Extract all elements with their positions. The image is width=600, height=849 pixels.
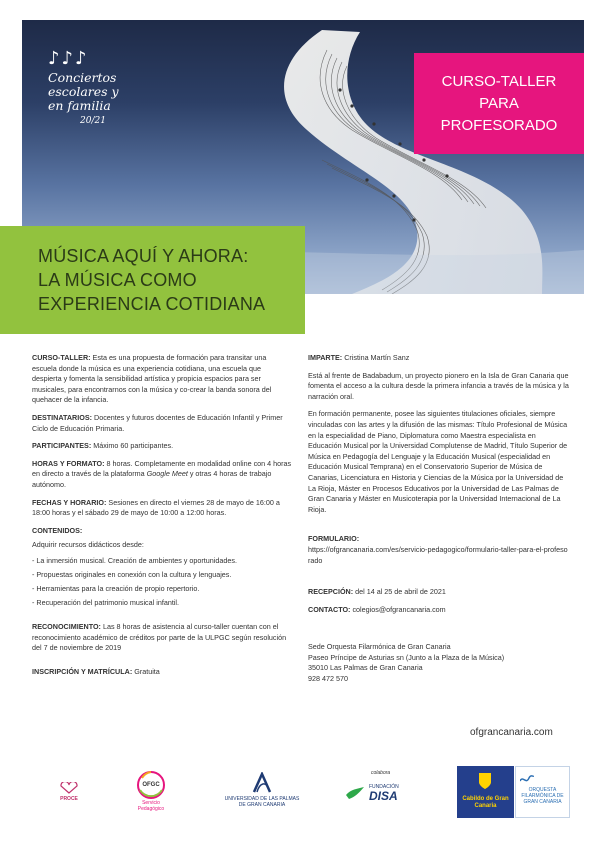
left-column <box>32 353 292 684</box>
insc-text: Gratuita <box>132 666 160 676</box>
horas-text-2: y otras 4 horas de trabajo autónomo. <box>32 469 272 489</box>
cabildo-logo <box>457 766 514 818</box>
ulpgc-label: UNIVERSIDAD DE LAS PALMAS DE GRAN CANARIA <box>224 796 300 808</box>
part-label: PARTICIPANTES: <box>32 441 92 451</box>
coat-of-arms-icon <box>478 772 492 790</box>
cont-label-text: CONTENIDOS: <box>32 525 83 535</box>
recepcion-paragraph <box>308 587 570 598</box>
logo-line-3: en familia <box>48 98 111 113</box>
wave-icon <box>520 773 534 785</box>
fechas-label: FECHAS Y HORARIO: <box>32 497 107 507</box>
orquesta-logo <box>515 766 570 818</box>
ofgc-sub: Servicio Pedagógico <box>137 800 165 812</box>
bio-paragraph-1: Está al frente de Badabadum, un proyecto pionero en la Isla de Gran Canaria que fomenta el acceso a la cultura desde la primera infancia a través de la música y la narración oral. <box>308 370 569 401</box>
title-box <box>0 226 305 334</box>
disa-label: DISA <box>369 789 398 803</box>
part-text: Máximo 60 participantes. <box>91 441 174 451</box>
ulpgc-logo <box>222 772 302 808</box>
participantes-paragraph <box>32 441 292 452</box>
imparte-text: Cristina Martín Sanz <box>342 353 410 362</box>
address-line: Paseo Príncipe de Asturias sn (Junto a la Plaza de la Música) <box>308 652 505 662</box>
curso-text: Esta es una propuesta de formación para transitar una escuela donde la música es una experiencia cotidiana, una escuela que despierta y fomenta la sensibilidad artística y propicia espacios para ser musicales, para encontrarnos con la música y co-crear la banda sonora del quehacer de la infancia. <box>32 353 272 405</box>
curso-label: CURSO-TALLER: <box>32 353 91 362</box>
title-line-3: EXPERIENCIA COTIDIANA <box>38 294 266 314</box>
conciertos-logo <box>48 48 119 126</box>
ofgc-logo <box>132 770 170 812</box>
right-column <box>308 353 570 685</box>
disa-logo <box>345 770 415 802</box>
imparte-paragraph <box>308 353 570 364</box>
contenidos-item: - La inmersión musical. Creación de ambientes y oportunidades. <box>32 555 237 565</box>
badge-line-2: PARA <box>479 94 519 112</box>
formulario-link[interactable]: https://ofgrancanaria.com/es/servicio-pedagogico/formulario-taller-para-el-profesorado <box>308 544 568 565</box>
dest-label: DESTINATARIOS: <box>32 412 93 422</box>
curso-taller-paragraph <box>32 353 292 406</box>
title-line-2: LA MÚSICA COMO <box>38 270 197 290</box>
recep-label: RECEPCIÓN: <box>308 587 354 597</box>
fechas-text: Sesiones en directo el viernes 28 de mayo de 16:00 a 18:00 horas y el sábado 29 de mayo de 10:00 a 12:00 horas. <box>32 497 280 518</box>
address-line: Sede Orquesta Filarmónica de Gran Canaria <box>308 642 451 652</box>
horas-platform: Google Meet <box>146 469 188 479</box>
recep-text: del 14 al 25 de abril de 2021 <box>353 587 446 597</box>
badge-line-1: CURSO-TALLER <box>441 72 557 90</box>
recon-text: Las 8 horas de asistencia al curso-taller cuentan con el reconocimiento académico de créditos por parte de la ULPGC según resolución del 7 de noviembre de 2019 <box>32 621 287 653</box>
reconocimiento-paragraph <box>32 622 292 654</box>
heart-icon <box>59 782 79 794</box>
cabildo-label: Cabildo de Gran Canaria <box>462 796 509 809</box>
title-line-1: MÚSICA AQUÍ Y AHORA: <box>38 246 249 266</box>
horas-paragraph <box>32 459 292 491</box>
ulpgc-emblem-icon <box>250 772 274 794</box>
badge-line-3: PROFESORADO <box>440 116 558 134</box>
contenidos-label <box>32 526 292 537</box>
colabora-label: colabora <box>371 770 391 776</box>
horas-label: HORAS Y FORMATO: <box>32 458 105 468</box>
imparte-label: IMPARTE: <box>308 353 343 362</box>
destinatarios-paragraph <box>32 413 292 434</box>
proce-logo <box>44 782 94 802</box>
logo-line-1: Conciertos <box>48 70 117 85</box>
contact-label: CONTACTO: <box>308 604 351 614</box>
logo-mark: ♪♪♪ <box>48 48 89 69</box>
contact-email[interactable]: colegios@ofgrancanaria.com <box>350 604 446 614</box>
fechas-paragraph <box>32 498 292 519</box>
orquesta-label: ORQUESTA FILARMÓNICA DE GRAN CANARIA <box>521 787 564 805</box>
ofgc-label: OFGC <box>142 782 160 788</box>
fundacion-label: FUNDACIÓN <box>369 784 399 790</box>
formulario-label <box>308 534 570 545</box>
contacto-paragraph <box>308 605 570 616</box>
contenidos-item: - Herramientas para la creación de propio repertorio. <box>32 583 200 593</box>
website-link[interactable]: ofgrancanaria.com <box>470 727 553 738</box>
inscripcion-paragraph <box>32 667 292 678</box>
horas-text-1: 8 horas. Completamente en modalidad online con 4 horas en directo a través de la plataforma <box>32 458 292 479</box>
logo-line-2: escolares y <box>48 84 119 99</box>
curso-taller-badge <box>414 53 584 154</box>
dest-text: Docentes y futuros docentes de Educación Infantil y Primer Ciclo de Educación Primaria. <box>32 412 283 433</box>
address-line: 35010 Las Palmas de Gran Canaria <box>308 663 423 673</box>
recon-label: RECONOCIMIENTO: <box>32 621 101 631</box>
contenidos-item: - Recuperación del patrimonio musical infantil. <box>32 597 180 607</box>
contenidos-item: - Propuestas originales en conexión con la cultura y lenguajes. <box>32 569 232 579</box>
proce-label: PROCE <box>60 796 78 802</box>
bio-paragraph-2: En formación permanente, posee las siguientes titulaciones oficiales, siempre vinculadas con las artes y la difusión de las mismas: Título Profesional de Música en la especialidad de Piano, Diplomatura como Maestra especialista en Educación Musical por la Universidad Complutense de Madrid, Título Superior de Música en Pedagogía del Lenguaje y la Educación Musical (especialidad en Educación Musical Temprana) en el Conservatorio Superior de Música de Canarias, Licenciatura en Historia y Ciencias de la Música por la Universidad de La Rioja, Máster en Procesos Educativos por la Universidad de Las Palmas de Gran Canaria y Máster en Musicoterapia por la Universidad Internacional de La Rioja. <box>308 409 568 514</box>
insc-label: INSCRIPCIÓN Y MATRÍCULA: <box>32 666 133 676</box>
form-label: FORMULARIO: <box>308 534 360 544</box>
logo-year: 20/21 <box>80 116 106 126</box>
contenidos-intro: Adquirir recursos didácticos desde: <box>32 540 144 550</box>
bird-icon <box>345 785 365 801</box>
phone-number: 928 472 570 <box>308 674 348 684</box>
